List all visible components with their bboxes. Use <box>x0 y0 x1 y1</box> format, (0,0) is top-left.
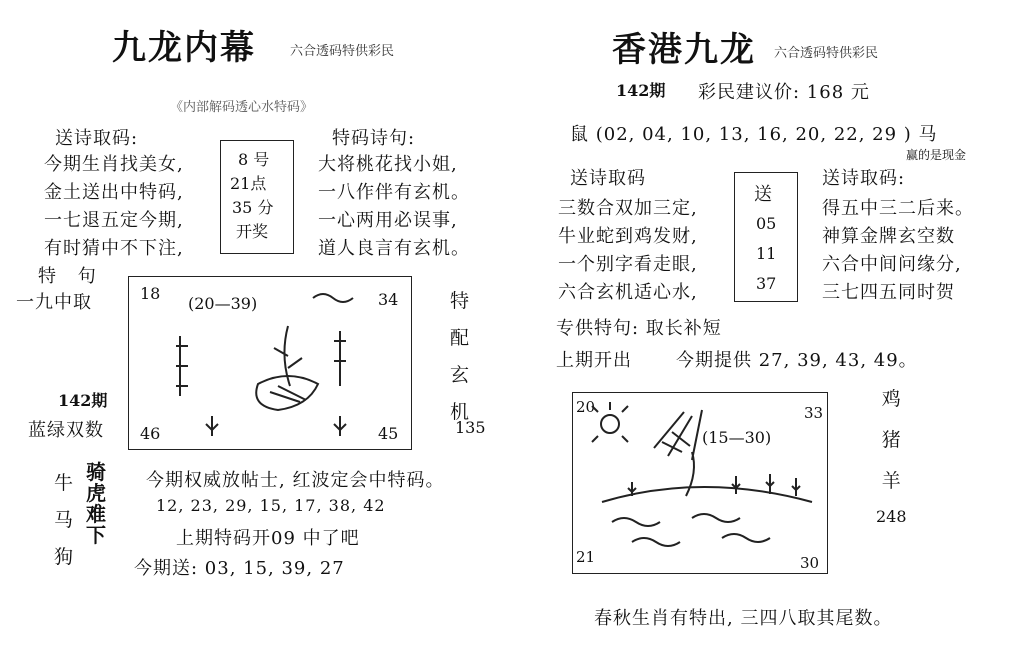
left-poem-line-4: 有时猜中不下注, <box>44 238 184 259</box>
right-sketch-bl: 21 <box>576 548 596 566</box>
draw-hour: 21点 <box>230 174 267 193</box>
right-sketch-br: 30 <box>800 554 820 572</box>
vertical-char-3: 玄 <box>450 364 470 386</box>
last-issue-line: 上期特码开09 中了吧 <box>176 528 360 549</box>
rat-line: 鼠 (02, 04, 10, 13, 16, 20, 22, 29 ) 马 <box>570 124 938 145</box>
left-subtitle: 六合透码特供彩民 <box>290 44 395 59</box>
draw-day: 8 号 <box>238 150 270 169</box>
r-poem-left-1: 三数合双加三定, <box>558 198 698 219</box>
right-poem-line-2: 一八作伴有玄机。 <box>318 182 470 203</box>
r-poem-left-2: 牛业蛇到鸡发财, <box>558 226 698 247</box>
right-title: 香港九龙 <box>612 30 756 70</box>
right-sketch-range: (15—30) <box>702 428 772 447</box>
right-special-sentence: 专供特句: 取长补短 <box>556 318 722 339</box>
vertical-char-1: 特 <box>450 290 470 312</box>
right-poem-line-3: 一心两用必误事, <box>318 210 458 231</box>
left-sketch-tl: 18 <box>140 284 161 303</box>
send-line: 今期送: 03, 15, 39, 27 <box>134 558 345 579</box>
side-zodiac-rooster: 鸡 <box>881 388 901 410</box>
red-wave-line: 今期权威放帖士, 红波定会中特码。 <box>146 470 445 491</box>
draw-label: 开奖 <box>236 222 269 241</box>
numbers-line: 12, 23, 29, 15, 17, 38, 42 <box>156 496 386 515</box>
left-sketch-bl: 46 <box>140 424 161 443</box>
right-send-poem-label: 送诗取码 <box>570 168 646 189</box>
left-sketch-tr: 34 <box>378 290 399 309</box>
right-send-poem-label-2: 送诗取码: <box>822 168 906 189</box>
zodiac-horse: 马 <box>54 509 74 531</box>
zodiac-ox: 牛 <box>54 472 74 494</box>
win-note: 赢的是现金 <box>906 148 967 162</box>
special-sentence: 一九中取 <box>16 292 92 313</box>
left-poem-line-2: 金土送出中特码, <box>44 182 184 203</box>
left-sketch-br: 45 <box>378 424 399 443</box>
left-title: 九龙内幕 <box>112 28 256 68</box>
send-number-1: 05 <box>756 214 777 233</box>
vertical-number: 135 <box>455 418 486 437</box>
left-sketch-drawing <box>128 276 410 448</box>
left-tema-poem-label: 特码诗句: <box>332 128 416 149</box>
send-number-2: 11 <box>756 244 777 263</box>
right-bottom-line: 春秋生肖有特出, 三四八取其尾数。 <box>594 608 893 629</box>
side-zodiac-goat: 羊 <box>881 470 901 492</box>
r-poem-right-1: 得五中三二后来。 <box>822 198 974 219</box>
r-poem-right-4: 三七四五同时贺 <box>822 282 955 303</box>
idiom-char-3: 难 <box>86 502 106 526</box>
idiom-char-2: 虎 <box>86 481 106 505</box>
left-sketch-range: (20—39) <box>188 294 258 313</box>
blue-green-label: 蓝绿双数 <box>28 420 104 441</box>
left-poem-line-1: 今期生肖找美女, <box>44 154 184 175</box>
left-send-poem-label: 送诗取码: <box>55 128 139 149</box>
vertical-char-2: 配 <box>450 327 470 349</box>
r-poem-right-3: 六合中间问缘分, <box>822 254 962 275</box>
left-poem-line-3: 一七退五定今期, <box>44 210 184 231</box>
right-sketch-tr: 33 <box>804 404 824 422</box>
right-subtitle: 六合透码特供彩民 <box>774 46 879 61</box>
side-zodiac-pig: 猪 <box>881 429 901 451</box>
right-issue: 142期 <box>616 81 666 100</box>
provide-line: 今期提供 27, 39, 43, 49。 <box>676 350 918 371</box>
idiom-char-4: 下 <box>86 523 106 547</box>
right-poem-line-4: 道人良言有玄机。 <box>318 238 470 259</box>
idiom-char-1: 骑 <box>86 460 106 484</box>
send-number-3: 37 <box>756 274 777 293</box>
special-sentence-label: 特 句 <box>38 266 104 287</box>
vertical-char-4: 机 <box>450 401 470 423</box>
send-box-label: 送 <box>754 184 773 205</box>
right-sketch-drawing <box>572 392 826 572</box>
side-number: 248 <box>876 507 907 526</box>
r-poem-left-3: 一个别字看走眼, <box>558 254 698 275</box>
right-sketch-tl: 20 <box>576 398 596 416</box>
left-note: 《内部解码透心水特码》 <box>170 100 314 115</box>
last-issue-label: 上期开出 <box>556 350 632 371</box>
price-line: 彩民建议价: 168 元 <box>698 82 870 103</box>
left-issue: 142期 <box>58 391 108 410</box>
right-poem-line-1: 大将桃花找小姐, <box>318 154 458 175</box>
r-poem-left-4: 六合玄机适心水, <box>558 282 698 303</box>
zodiac-dog: 狗 <box>54 546 74 568</box>
draw-minute: 35 分 <box>232 198 274 217</box>
r-poem-right-2: 神算金牌玄空数 <box>822 226 955 247</box>
